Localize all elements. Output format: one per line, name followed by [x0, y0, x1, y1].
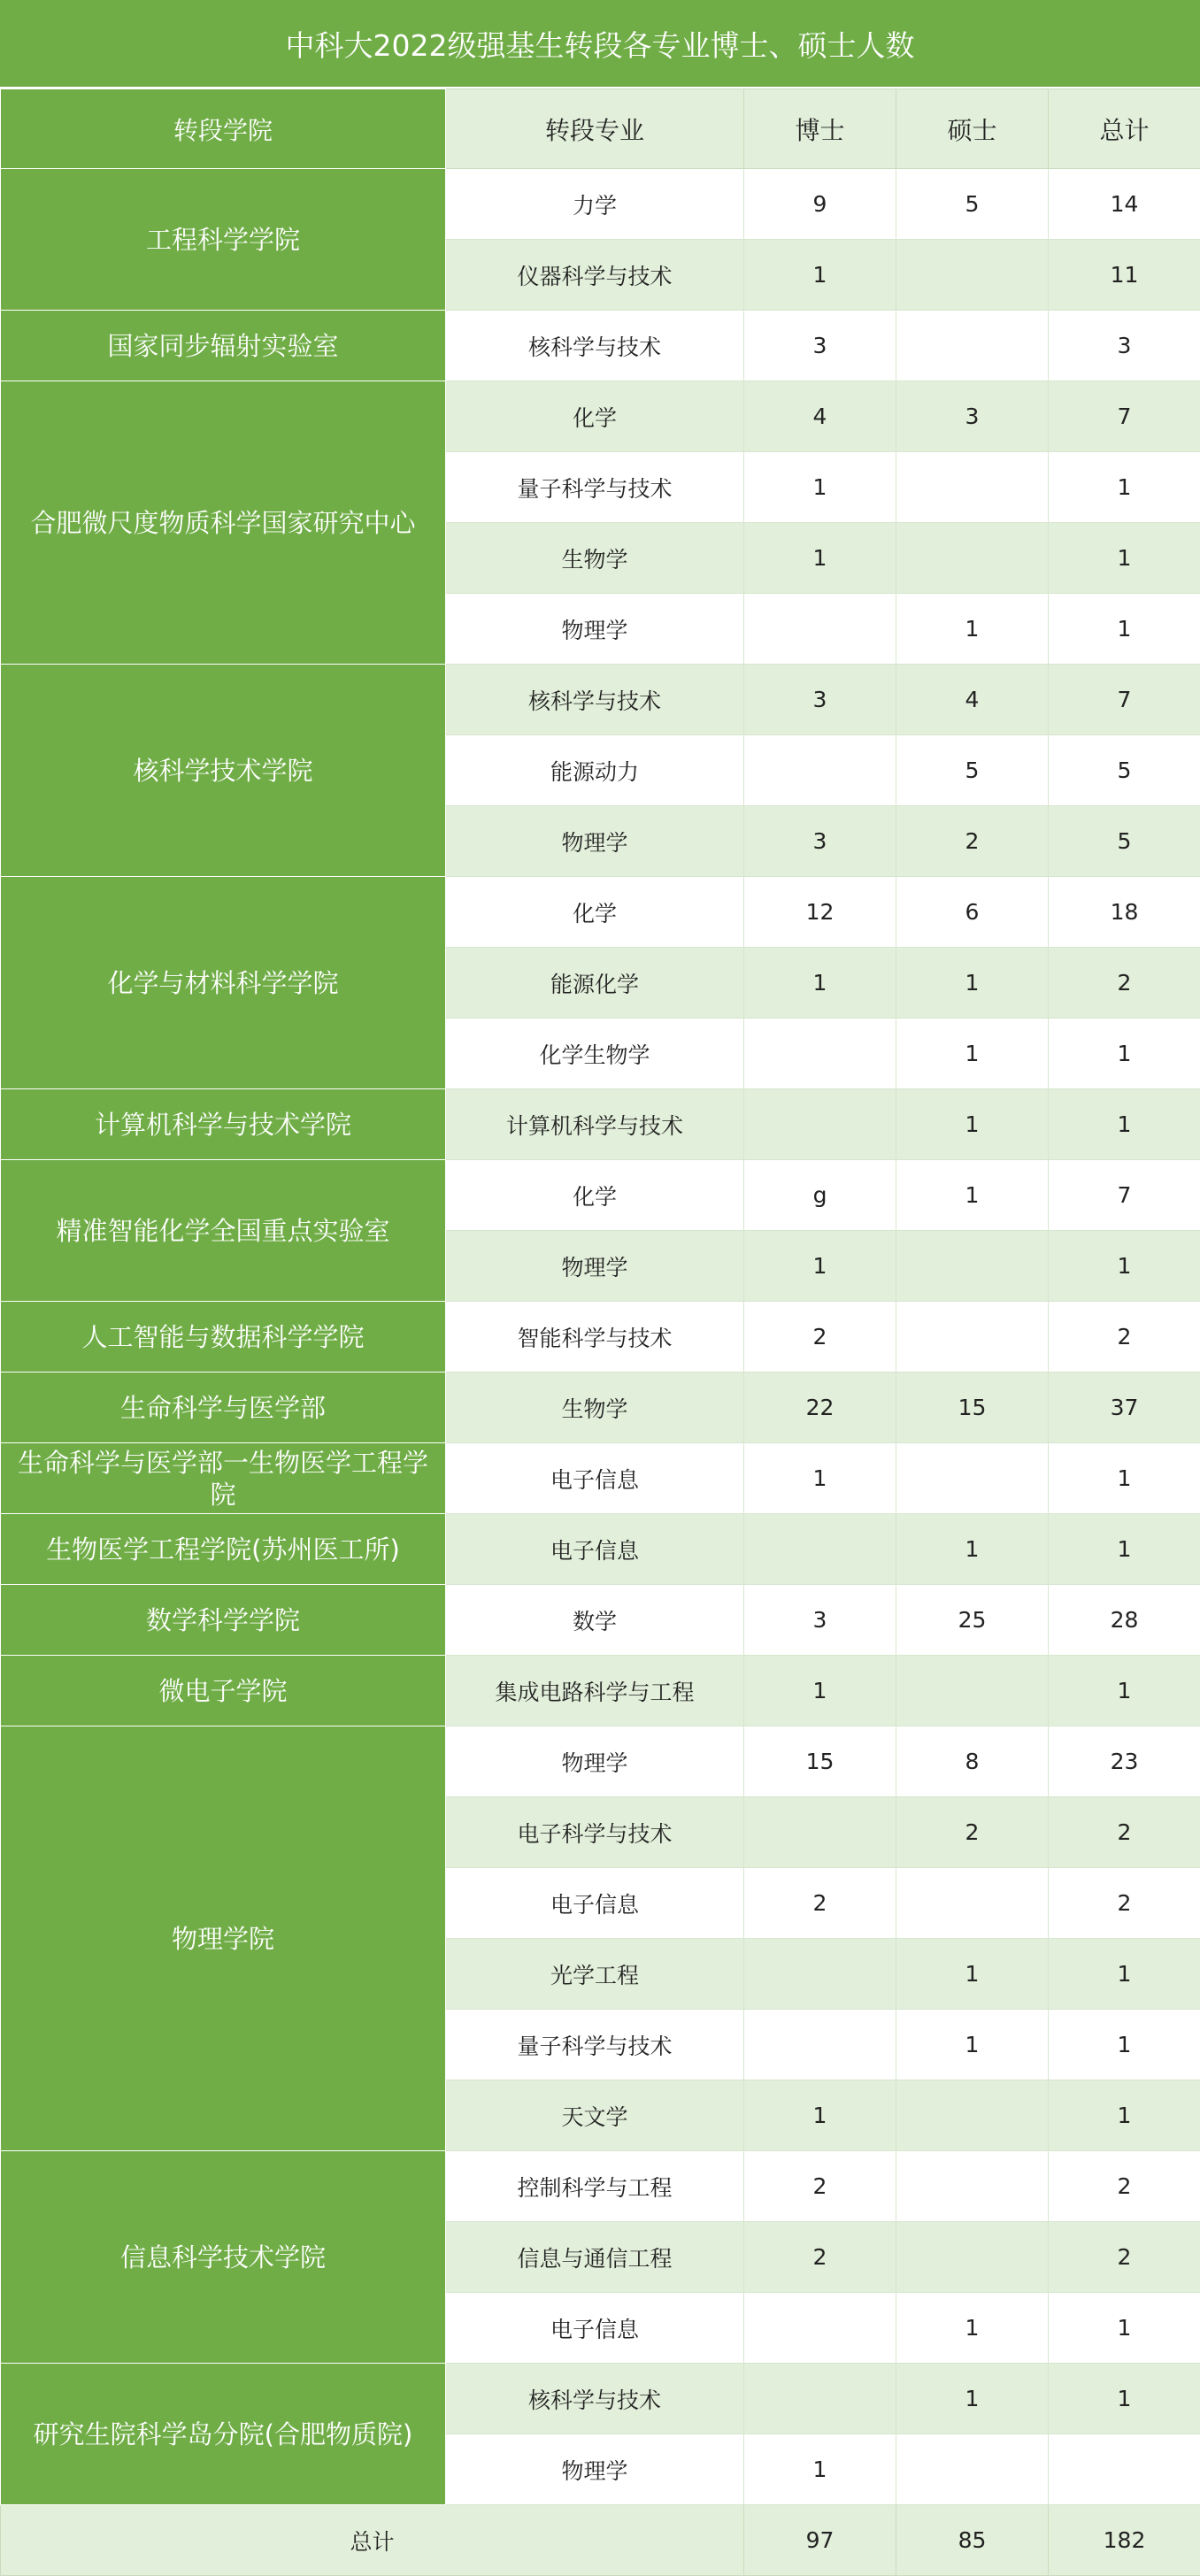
phd-cell: 4	[744, 381, 896, 452]
phd-cell	[744, 1797, 896, 1868]
total-cell: 1	[1049, 1656, 1200, 1726]
phd-cell	[744, 735, 896, 806]
masters-cell: 3	[896, 381, 1049, 452]
total-cell: 2	[1049, 1868, 1200, 1939]
masters-cell: 1	[896, 948, 1049, 1019]
table-row	[1, 1585, 1200, 1656]
major-cell: 电子科学与技术	[446, 1797, 744, 1868]
phd-cell: 2	[744, 2222, 896, 2293]
table-row	[1, 665, 1200, 735]
total-cell: 14	[1049, 169, 1200, 240]
phd-cell: 2	[744, 2151, 896, 2222]
table-row	[1, 1443, 1200, 1514]
major-cell: 集成电路科学与工程	[446, 1656, 744, 1726]
phd-cell	[744, 2364, 896, 2434]
institute-cell: 国家同步辐射实验室	[1, 311, 446, 381]
total-cell: 2	[1049, 1797, 1200, 1868]
masters-cell	[896, 1231, 1049, 1302]
table-row	[1, 1160, 1200, 1231]
institute-cell: 合肥微尺度物质科学国家研究中心	[1, 381, 446, 665]
major-cell: 仪器科学与技术	[446, 240, 744, 311]
major-cell: 核科学与技术	[446, 665, 744, 735]
masters-cell	[896, 2434, 1049, 2505]
masters-cell: 4	[896, 665, 1049, 735]
major-cell: 化学	[446, 381, 744, 452]
masters-cell: 2	[896, 1797, 1049, 1868]
institute-cell: 生命科学与医学部一生物医学工程学院	[1, 1443, 446, 1514]
major-cell: 化学	[446, 1160, 744, 1231]
total-cell: 1	[1049, 594, 1200, 665]
phd-cell	[744, 2010, 896, 2080]
stats-table	[0, 88, 1200, 2576]
masters-cell: 2	[896, 806, 1049, 877]
total-cell: 5	[1049, 806, 1200, 877]
phd-cell: 22	[744, 1373, 896, 1443]
total-cell: 7	[1049, 381, 1200, 452]
masters-cell: 25	[896, 1585, 1049, 1656]
footer-row	[1, 2505, 1200, 2576]
phd-cell	[744, 1089, 896, 1160]
total-cell: 1	[1049, 523, 1200, 594]
total-cell: 2	[1049, 2222, 1200, 2293]
total-cell: 1	[1049, 1514, 1200, 1585]
masters-cell	[896, 452, 1049, 523]
phd-cell: 12	[744, 877, 896, 948]
institute-cell: 数学科学学院	[1, 1585, 446, 1656]
table-body	[1, 169, 1200, 2505]
major-cell: 光学工程	[446, 1939, 744, 2010]
table-row	[1, 169, 1200, 240]
institute-cell: 物理学院	[1, 1726, 446, 2151]
phd-cell: 1	[744, 240, 896, 311]
header-major: 转段专业	[446, 89, 744, 169]
total-cell	[1049, 2434, 1200, 2505]
masters-cell: 1	[896, 594, 1049, 665]
phd-cell	[744, 1019, 896, 1089]
masters-cell	[896, 1302, 1049, 1373]
masters-cell: 8	[896, 1726, 1049, 1797]
major-cell: 核科学与技术	[446, 311, 744, 381]
masters-cell: 1	[896, 2364, 1049, 2434]
major-cell: 物理学	[446, 1231, 744, 1302]
phd-cell: 1	[744, 1443, 896, 1514]
masters-cell	[896, 1868, 1049, 1939]
institute-cell: 生物医学工程学院(苏州医工所)	[1, 1514, 446, 1585]
masters-cell: 1	[896, 1089, 1049, 1160]
total-cell: 1	[1049, 1231, 1200, 1302]
total-cell: 1	[1049, 2364, 1200, 2434]
masters-cell: 1	[896, 1019, 1049, 1089]
phd-cell: 2	[744, 1868, 896, 1939]
major-cell: 数学	[446, 1585, 744, 1656]
total-cell: 1	[1049, 1939, 1200, 2010]
masters-cell	[896, 2222, 1049, 2293]
institute-cell: 化学与材料科学学院	[1, 877, 446, 1089]
institute-cell: 工程科学学院	[1, 169, 446, 311]
major-cell: 生物学	[446, 523, 744, 594]
masters-cell: 6	[896, 877, 1049, 948]
total-cell: 1	[1049, 2080, 1200, 2151]
total-cell: 3	[1049, 311, 1200, 381]
major-cell: 生物学	[446, 1373, 744, 1443]
header-phd: 博士	[744, 89, 896, 169]
masters-cell: 5	[896, 735, 1049, 806]
total-cell: 1	[1049, 2010, 1200, 2080]
total-cell: 1	[1049, 452, 1200, 523]
major-cell: 量子科学与技术	[446, 452, 744, 523]
masters-cell	[896, 2080, 1049, 2151]
major-cell: 电子信息	[446, 1443, 744, 1514]
phd-cell: 3	[744, 311, 896, 381]
total-cell: 1	[1049, 1089, 1200, 1160]
header-total: 总计	[1049, 89, 1200, 169]
masters-cell: 1	[896, 1939, 1049, 2010]
footer-masters: 85	[896, 2505, 1049, 2576]
phd-cell: 1	[744, 1231, 896, 1302]
masters-cell	[896, 311, 1049, 381]
masters-cell	[896, 1443, 1049, 1514]
major-cell: 化学	[446, 877, 744, 948]
institute-cell: 精准智能化学全国重点实验室	[1, 1160, 446, 1302]
major-cell: 核科学与技术	[446, 2364, 744, 2434]
table-row	[1, 2364, 1200, 2434]
total-cell: 2	[1049, 1302, 1200, 1373]
total-cell: 18	[1049, 877, 1200, 948]
phd-cell	[744, 2293, 896, 2364]
major-cell: 物理学	[446, 594, 744, 665]
table-row	[1, 877, 1200, 948]
major-cell: 物理学	[446, 1726, 744, 1797]
major-cell: 信息与通信工程	[446, 2222, 744, 2293]
total-cell: 7	[1049, 1160, 1200, 1231]
major-cell: 控制科学与工程	[446, 2151, 744, 2222]
table-row	[1, 381, 1200, 452]
phd-cell: 1	[744, 948, 896, 1019]
footer-label: 总计	[1, 2505, 744, 2576]
phd-cell	[744, 1514, 896, 1585]
major-cell: 计算机科学与技术	[446, 1089, 744, 1160]
phd-cell: 1	[744, 523, 896, 594]
masters-cell	[896, 1656, 1049, 1726]
major-cell: 力学	[446, 169, 744, 240]
major-cell: 物理学	[446, 2434, 744, 2505]
total-cell: 2	[1049, 948, 1200, 1019]
institute-cell: 人工智能与数据科学学院	[1, 1302, 446, 1373]
major-cell: 电子信息	[446, 2293, 744, 2364]
phd-cell	[744, 1939, 896, 2010]
institute-cell: 信息科学技术学院	[1, 2151, 446, 2364]
phd-cell: 1	[744, 2080, 896, 2151]
phd-cell: 1	[744, 1656, 896, 1726]
institute-cell: 微电子学院	[1, 1656, 446, 1726]
phd-cell: 3	[744, 806, 896, 877]
phd-cell: 3	[744, 1585, 896, 1656]
footer-phd: 97	[744, 2505, 896, 2576]
institute-cell: 研究生院科学岛分院(合肥物质院)	[1, 2364, 446, 2505]
total-cell: 1	[1049, 2293, 1200, 2364]
masters-cell: 1	[896, 1160, 1049, 1231]
major-cell: 电子信息	[446, 1868, 744, 1939]
table-row	[1, 1726, 1200, 1797]
major-cell: 物理学	[446, 806, 744, 877]
major-cell: 能源动力	[446, 735, 744, 806]
table-row	[1, 1656, 1200, 1726]
table-row	[1, 1089, 1200, 1160]
table-row	[1, 1302, 1200, 1373]
major-cell: 量子科学与技术	[446, 2010, 744, 2080]
phd-cell: g	[744, 1160, 896, 1231]
total-cell: 28	[1049, 1585, 1200, 1656]
major-cell: 能源化学	[446, 948, 744, 1019]
major-cell: 智能科学与技术	[446, 1302, 744, 1373]
phd-cell: 1	[744, 2434, 896, 2505]
header-masters: 硕士	[896, 89, 1049, 169]
masters-cell: 15	[896, 1373, 1049, 1443]
major-cell: 电子信息	[446, 1514, 744, 1585]
masters-cell: 1	[896, 2010, 1049, 2080]
total-cell: 1	[1049, 1019, 1200, 1089]
table-row	[1, 1373, 1200, 1443]
masters-cell	[896, 523, 1049, 594]
total-cell: 37	[1049, 1373, 1200, 1443]
total-cell: 7	[1049, 665, 1200, 735]
total-cell: 1	[1049, 1443, 1200, 1514]
phd-cell: 9	[744, 169, 896, 240]
total-cell: 11	[1049, 240, 1200, 311]
institute-cell: 计算机科学与技术学院	[1, 1089, 446, 1160]
table-row	[1, 2151, 1200, 2222]
total-cell: 2	[1049, 2151, 1200, 2222]
footer-total: 182	[1049, 2505, 1200, 2576]
table-row	[1, 311, 1200, 381]
phd-cell: 1	[744, 452, 896, 523]
masters-cell	[896, 240, 1049, 311]
phd-cell	[744, 594, 896, 665]
institute-cell: 核科学技术学院	[1, 665, 446, 877]
phd-cell: 3	[744, 665, 896, 735]
table-row	[1, 1514, 1200, 1585]
header-institute: 转段学院	[1, 89, 446, 169]
major-cell: 天文学	[446, 2080, 744, 2151]
masters-cell: 5	[896, 169, 1049, 240]
header-row	[1, 89, 1200, 169]
total-cell: 23	[1049, 1726, 1200, 1797]
masters-cell: 1	[896, 2293, 1049, 2364]
phd-cell: 2	[744, 1302, 896, 1373]
institute-cell: 生命科学与医学部	[1, 1373, 446, 1443]
table-title: 中科大2022级强基生转段各专业博士、硕士人数	[0, 0, 1200, 88]
masters-cell	[896, 2151, 1049, 2222]
major-cell: 化学生物学	[446, 1019, 744, 1089]
phd-cell: 15	[744, 1726, 896, 1797]
masters-cell: 1	[896, 1514, 1049, 1585]
total-cell: 5	[1049, 735, 1200, 806]
